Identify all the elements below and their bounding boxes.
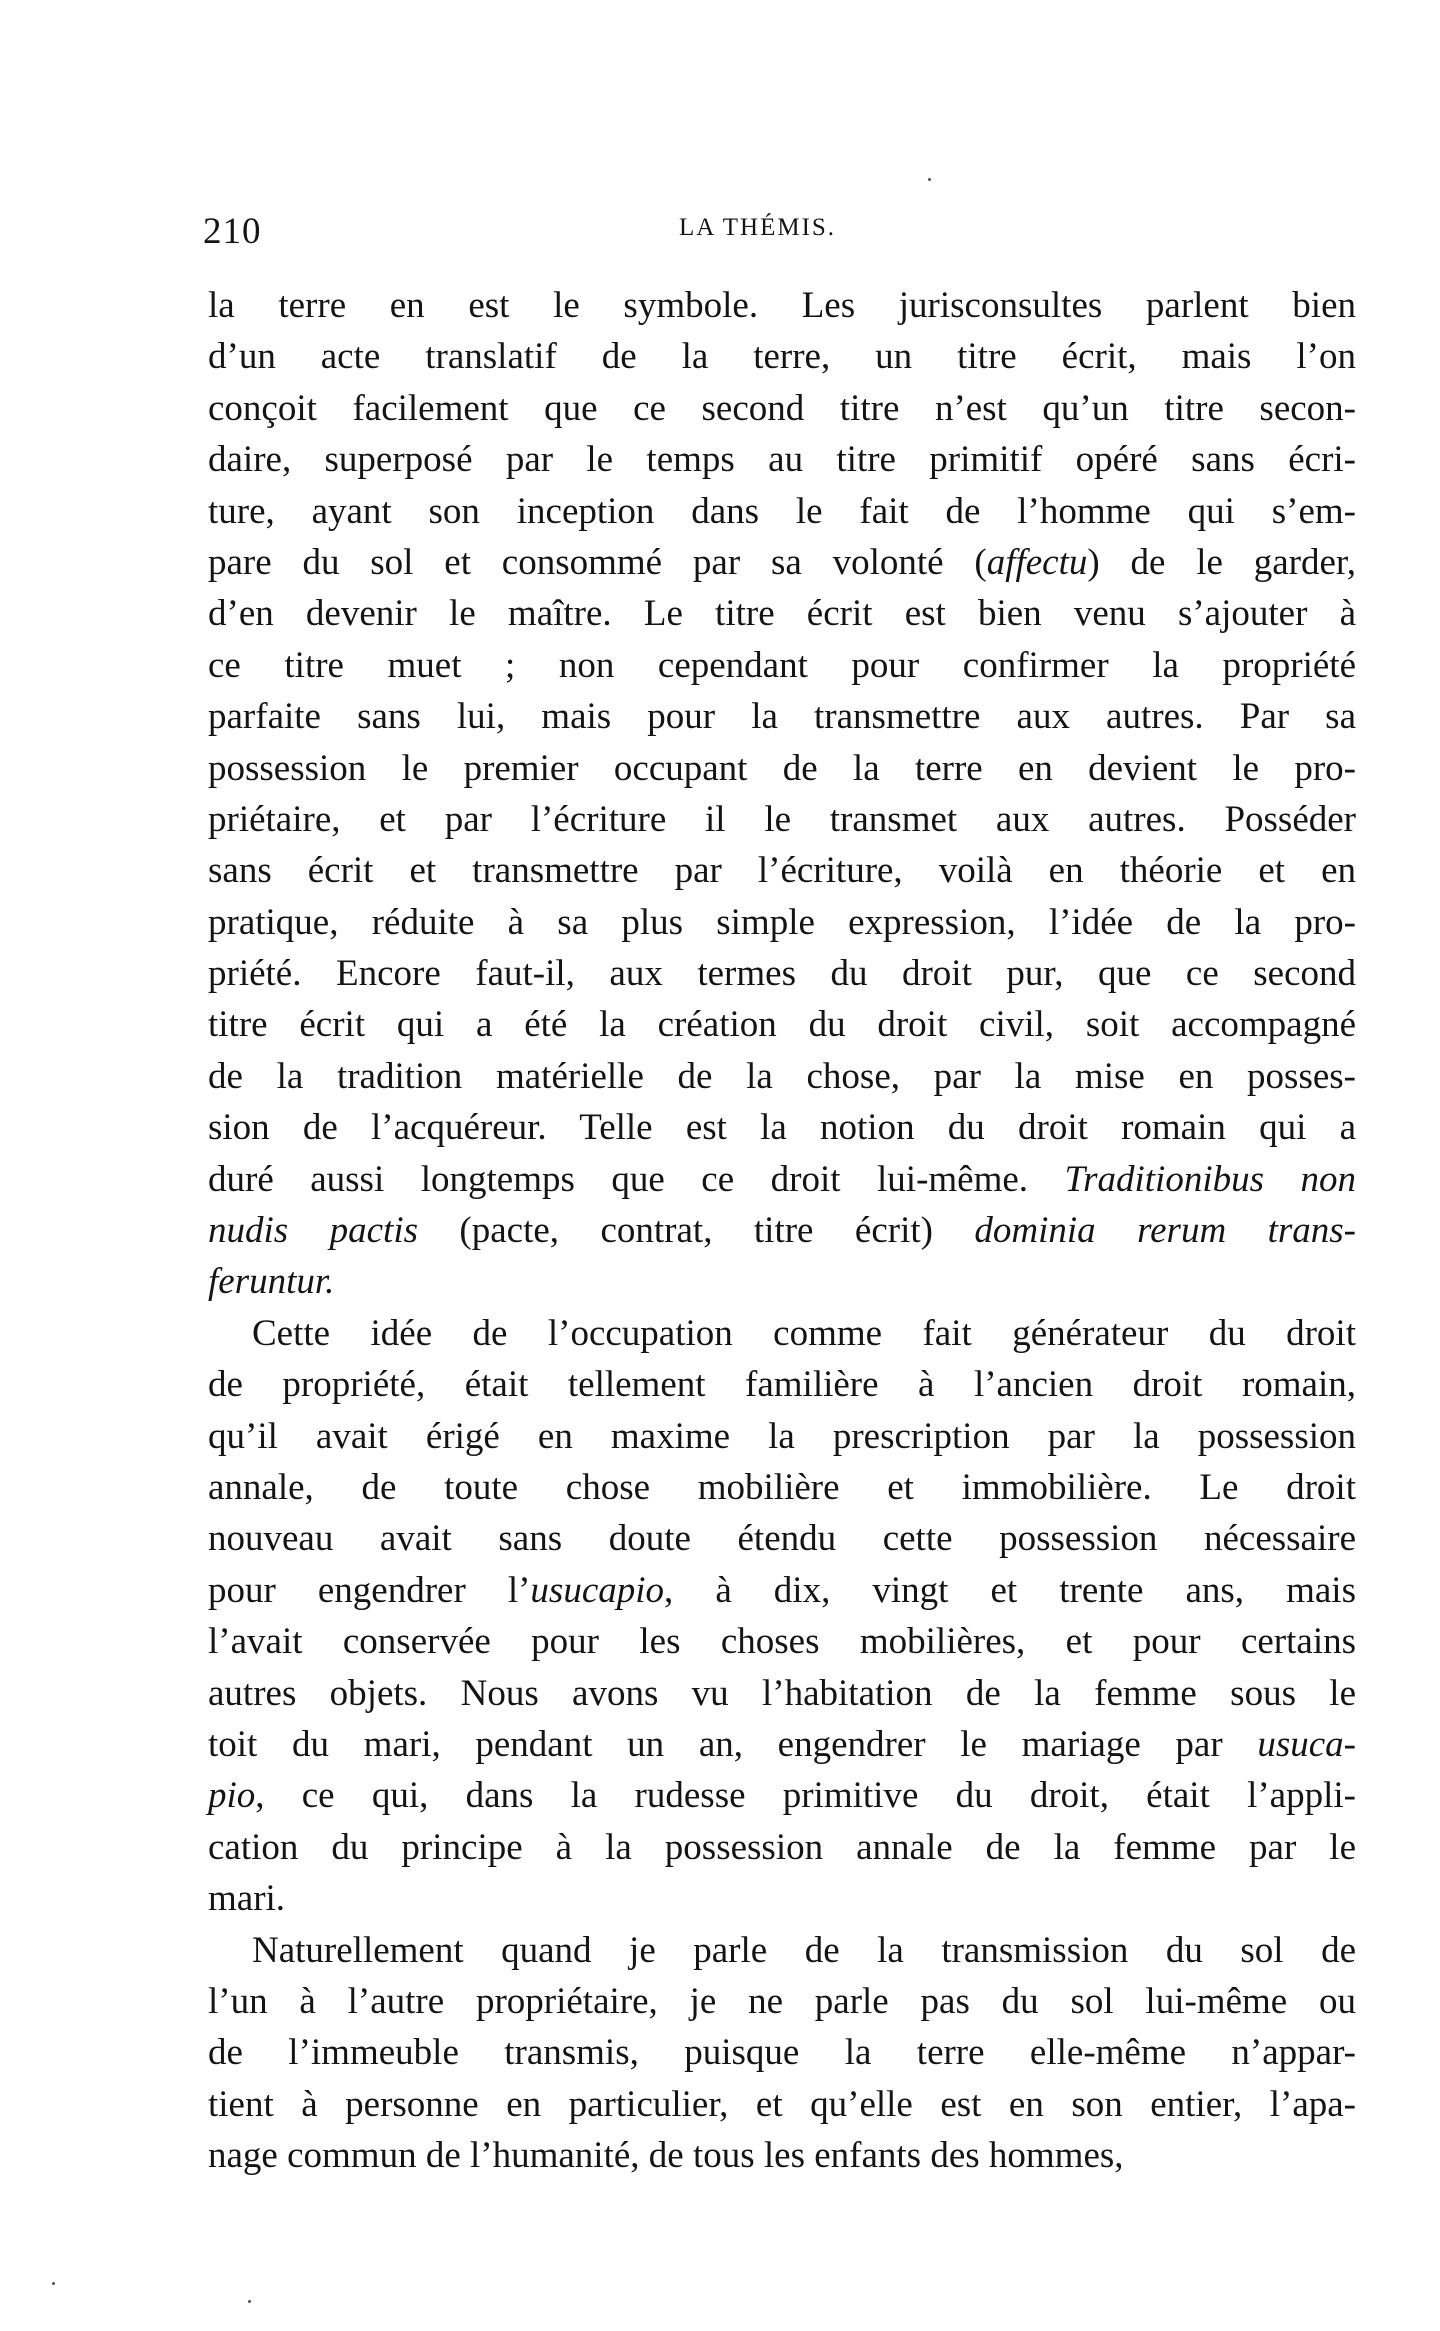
text-line [208,845,1356,896]
italic-text: usucapio [530,1569,665,1611]
text-run: daire, superposé par le temps au titre primitif opéré sans écri- [208,439,1356,481]
text-line [208,1462,1356,1513]
text-run: nouveau avait sans doute étendu cette possession nécessaire [208,1518,1356,1560]
text-line [208,2027,1356,2078]
page-number: 210 [203,211,262,252]
text-line [208,2079,1356,2130]
text-line [208,1925,1356,1976]
text-run: duré aussi longtemps que ce droit lui-même. [208,1158,1065,1200]
text-line [208,383,1356,434]
text-run: Cette idée de l’occupation comme fait générateur du droit [252,1312,1356,1354]
italic-text: dominia rerum trans- [974,1210,1356,1252]
text-line [208,1513,1356,1564]
text-run: , à dix, vingt et trente ans, mais [664,1569,1356,1611]
text-run: qu’il avait érigé en maxime la prescription par la possession [208,1415,1356,1457]
running-head [203,200,1363,260]
text-run: titre écrit qui a été la création du droit civil, soit accompagné [208,1004,1356,1046]
print-speck [52,2282,55,2285]
text-run: mari. [208,1878,286,1920]
text-run: ce titre muet ; non cependant pour confirmer la propriété [208,644,1356,686]
text-line [208,794,1356,845]
text-run: de l’immeuble transmis, puisque la terre elle-même n’appar- [208,2032,1356,2074]
italic-text: Traditionibus non [1064,1158,1356,1200]
text-line [208,1308,1356,1359]
text-line [208,1770,1356,1821]
print-speck [248,2300,251,2303]
paragraph [208,1308,1356,1925]
text-line [208,2130,1356,2181]
italic-text: affectu [986,541,1088,583]
text-run: pare du sol et consommé par sa volonté ( [208,541,987,583]
text-run: conçoit facilement que ce second titre n’est qu’un titre secon- [208,387,1356,429]
text-run: priétaire, et par l’écriture il le transmet aux autres. Posséder [208,798,1356,840]
text-run: de la tradition matérielle de la chose, par la mise en posses- [208,1055,1356,1097]
italic-text: usuca- [1257,1723,1356,1765]
text-line [208,691,1356,742]
text-run: parfaite sans lui, mais pour la transmettre aux autres. Par sa [208,696,1356,738]
print-speck [928,178,931,181]
text-run: d’en devenir le maître. Le titre écrit est bien venu s’ajouter à [208,593,1356,635]
text-run: l’un à l’autre propriétaire, je ne parle pas du sol lui-même ou [208,1980,1356,2022]
text-line [208,486,1356,537]
text-line [208,1359,1356,1410]
text-run: possession le premier occupant de la terre en devient le pro- [208,747,1356,789]
text-line [208,331,1356,382]
paragraph [208,280,1356,1308]
text-line [208,1873,1356,1924]
italic-text: nudis pactis [208,1210,418,1252]
text-run: Naturellement quand je parle de la transmission du sol de [252,1929,1356,1971]
text-line [208,1668,1356,1719]
text-line [208,1411,1356,1462]
text-line [208,537,1356,588]
text-run: autres objets. Nous avons vu l’habitation de la femme sous le [208,1672,1356,1714]
text-run: annale, de toute chose mobilière et immobilière. Le droit [208,1466,1356,1508]
text-line [208,897,1356,948]
italic-text: pio [208,1775,256,1817]
text-line [208,1051,1356,1102]
text-line [208,588,1356,639]
text-line [208,743,1356,794]
text-run: tient à personne en particulier, et qu’elle est en son entier, l’apa- [208,2083,1356,2125]
text-line [208,999,1356,1050]
text-run: sans écrit et transmettre par l’écriture, voilà en théorie et en [208,850,1356,892]
italic-text: feruntur. [208,1261,335,1303]
body-text [208,280,1356,2181]
text-run: sion de l’acquéreur. Telle est la notion du droit romain qui a [208,1107,1356,1149]
text-line [208,280,1356,331]
text-line [208,1565,1356,1616]
text-run: toit du mari, pendant un an, engendrer le mariage par [208,1723,1258,1765]
text-run: l’avait conservée pour les choses mobilières, et pour certains [208,1621,1356,1663]
paragraph [208,1925,1356,2182]
text-run: cation du principe à la possession annale de la femme par le [208,1826,1356,1868]
text-line [208,948,1356,999]
text-run: nage commun de l’humanité, de tous les enfants des hommes, [208,2135,1124,2177]
text-line [208,1102,1356,1153]
text-run: ) de le garder, [1087,541,1357,583]
text-run: , ce qui, dans la rudesse primitive du droit, était l’appli- [255,1775,1356,1817]
text-line [208,434,1356,485]
text-run: pratique, réduite à sa plus simple expression, l’idée de la pro- [208,901,1356,943]
text-line [208,1205,1356,1256]
text-run: d’un acte translatif de la terre, un titre écrit, mais l’on [208,336,1356,378]
text-run: pour engendrer l’ [208,1569,531,1611]
text-line [208,1976,1356,2027]
text-line [208,1256,1356,1307]
text-line [208,1616,1356,1667]
text-line [208,1719,1356,1770]
text-run: de propriété, était tellement familière à l’ancien droit romain, [208,1364,1356,1406]
text-line [208,1822,1356,1873]
running-title: LA THÉMIS. [679,214,837,241]
text-run: la terre en est le symbole. Les jurisconsultes parlent bien [208,285,1356,326]
text-run: (pacte, contrat, titre écrit) [418,1210,975,1252]
text-run: ture, ayant son inception dans le fait de l’homme qui s’em- [208,490,1356,532]
text-run: priété. Encore faut-il, aux termes du droit pur, que ce second [208,953,1356,995]
text-line [208,1154,1356,1205]
text-line [208,640,1356,691]
